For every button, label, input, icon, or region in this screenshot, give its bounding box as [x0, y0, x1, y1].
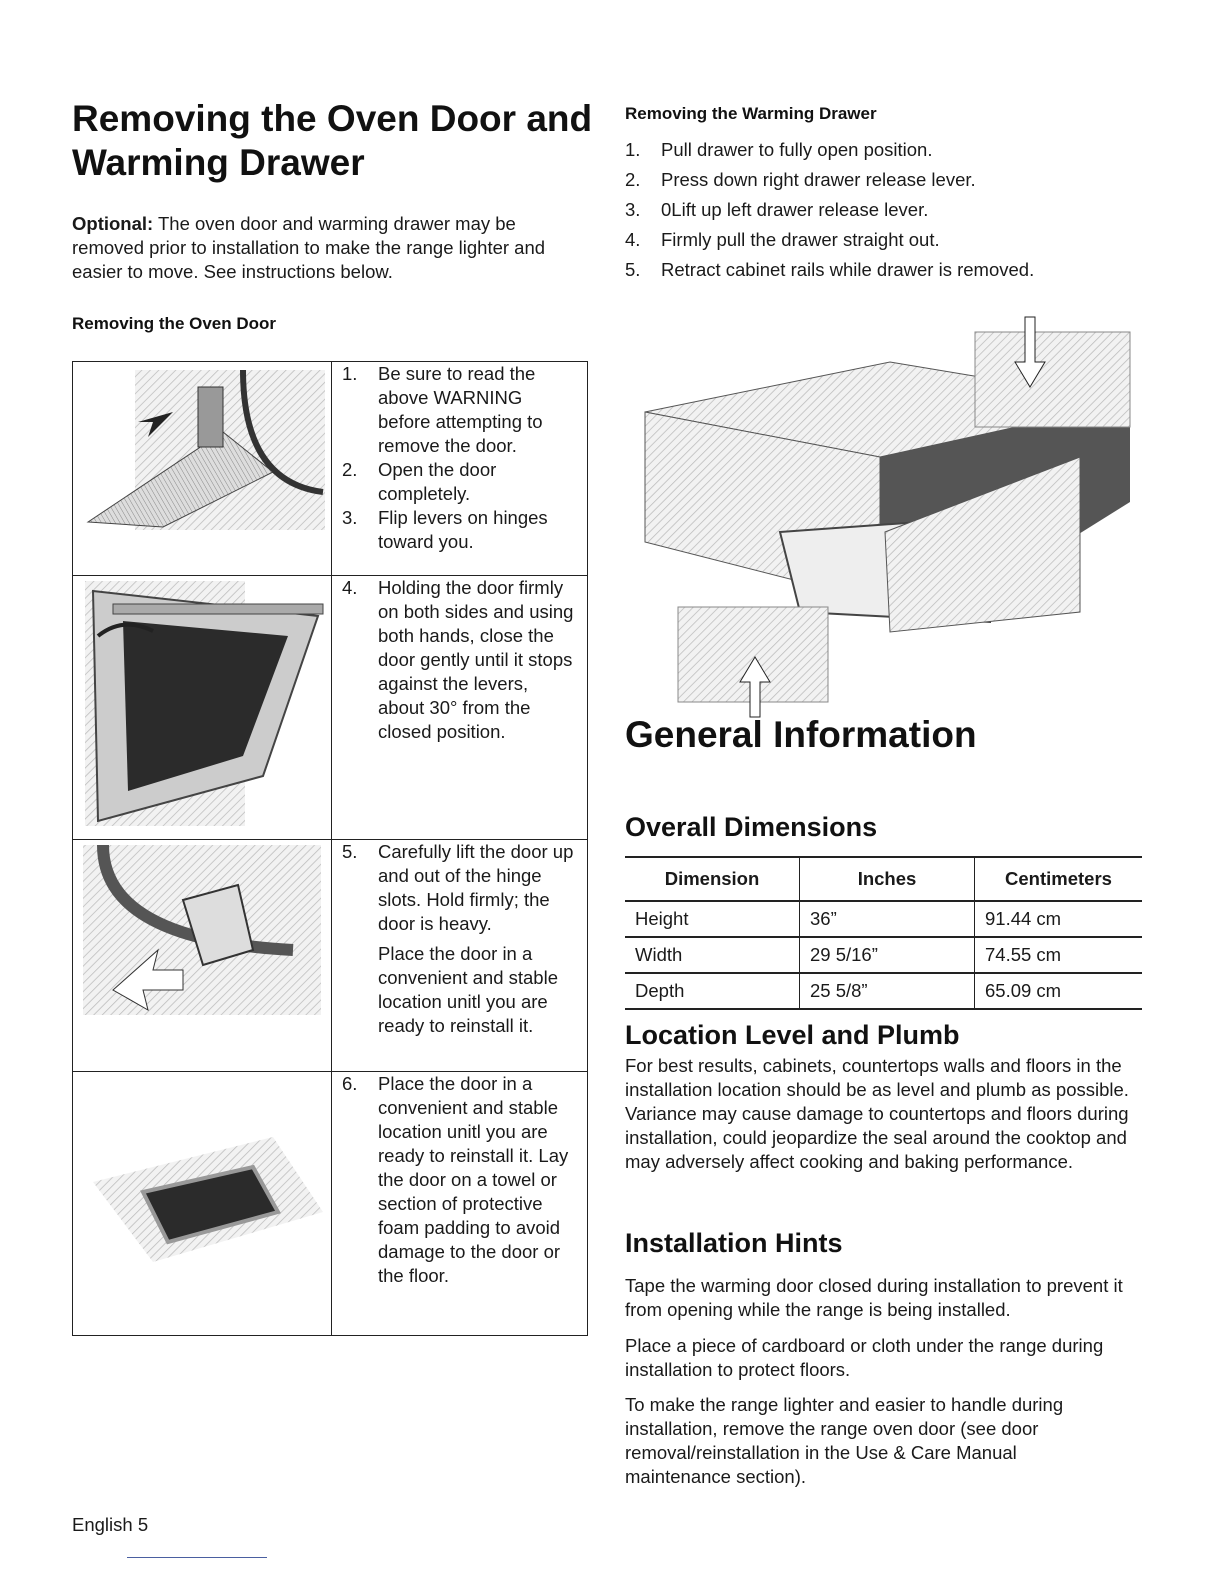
location-level-heading: Location Level and Plumb [625, 1020, 960, 1050]
oven-door-steps-table [72, 361, 588, 1336]
oven-door-heading: Removing the Oven Door [72, 314, 277, 333]
step-number: 3. [625, 199, 641, 220]
step-number: 6. [342, 1073, 358, 1094]
door-on-towel-illustration [73, 1072, 332, 1336]
page-title: Removing the Oven Door and Warming Drawer [72, 98, 593, 183]
step-text: Firmly pull the drawer straight out. [661, 229, 940, 250]
step-text: Flip levers on hinges toward you. [378, 507, 548, 552]
step-number: 2. [625, 169, 641, 190]
column-header: Inches [800, 857, 975, 901]
column-header: Centimeters [975, 857, 1143, 901]
hinge-lever-illustration [73, 362, 332, 576]
table-cell: 25 5/8” [800, 973, 975, 1009]
step-number [342, 942, 378, 1038]
step-number: 1. [342, 363, 358, 384]
table-cell: 29 5/16” [800, 937, 975, 973]
step-text: Place the door in a convenient and stable location unitl you are ready to reinstall it. [378, 943, 558, 1036]
table-cell: Width [625, 937, 800, 973]
step-number: 5. [342, 841, 358, 862]
page-footer: English 5 [72, 1514, 149, 1535]
table-cell: 65.09 cm [975, 973, 1143, 1009]
table-cell: Height [625, 901, 800, 937]
step-number: 4. [625, 229, 641, 250]
warming-drawer-illustration [640, 312, 1135, 722]
hint-paragraph: To make the range lighter and easier to handle during installation, remove the range oven door (see door removal/reinstallation in the Use & Care Manual maintenance section). [625, 1394, 1064, 1487]
table-cell: Depth [625, 973, 800, 1009]
lifting-door-illustration [73, 840, 332, 1072]
footer-divider [127, 1557, 267, 1558]
step-number: 2. [342, 459, 358, 480]
step-text: Press down right drawer release lever. [661, 169, 976, 190]
step-text: Retract cabinet rails while drawer is removed. [661, 259, 1035, 280]
general-information-title: General Information [625, 714, 977, 755]
table-cell: 74.55 cm [975, 937, 1143, 973]
table-row [73, 1072, 588, 1336]
step-number: 5. [625, 259, 641, 280]
step-number: 4. [342, 577, 358, 598]
optional-paragraph [72, 212, 592, 284]
table-row [625, 973, 1142, 1009]
optional-text: The oven door and warming drawer may be removed prior to installation to make the range lighter and easier to move. See instructions below. [72, 213, 546, 282]
table-row [73, 576, 588, 840]
step-text: Place the door in a convenient and stable location unitl you are ready to reinstall it. Lay the door on a towel or section of protective foam padding to avoid damage to the door or the floor. [378, 1073, 569, 1286]
step-number: 3. [342, 507, 358, 528]
step-text: 0Lift up left drawer release lever. [661, 199, 929, 220]
closing-door-illustration [73, 576, 332, 840]
table-cell: 36” [800, 901, 975, 937]
table-row [73, 840, 588, 1072]
step-text: Open the door completely. [378, 459, 497, 504]
step-text: Pull drawer to fully open position. [661, 139, 933, 160]
location-level-text: For best results, cabinets, countertops walls and floors in the installation location should be as level and plumb as possible. Variance may cause damage to countertops and floors during installation, could jeopardize the seal around the cooktop and may adversely affect cooking and baking performance. [625, 1055, 1129, 1172]
dimensions-table [625, 856, 1142, 1010]
step-text: Be sure to read the above WARNING before attempting to remove the door. [378, 363, 543, 456]
table-header-row [625, 857, 1142, 901]
column-header: Dimension [625, 857, 800, 901]
step-text: Carefully lift the door up and out of the hinge slots. Hold firmly; the door is heavy. [378, 841, 574, 934]
table-row [73, 362, 588, 576]
hint-paragraph: Place a piece of cardboard or cloth under the range during installation to protect floors. [625, 1335, 1104, 1380]
warming-drawer-steps [625, 138, 1145, 288]
table-row [625, 901, 1142, 937]
warming-drawer-heading: Removing the Warming Drawer [625, 104, 877, 123]
table-cell: 91.44 cm [975, 901, 1143, 937]
overall-dimensions-heading: Overall Dimensions [625, 812, 878, 842]
hint-paragraph: Tape the warming door closed during installation to prevent it from opening while the range is being installed. [625, 1275, 1123, 1320]
step-number: 1. [625, 139, 641, 160]
installation-hints-heading: Installation Hints [625, 1228, 843, 1258]
table-row [625, 937, 1142, 973]
optional-label: Optional: [72, 213, 154, 234]
step-text: Holding the door firmly on both sides and using both hands, close the door gently until it stops against the levers, about 30° from the closed position. [378, 577, 574, 742]
